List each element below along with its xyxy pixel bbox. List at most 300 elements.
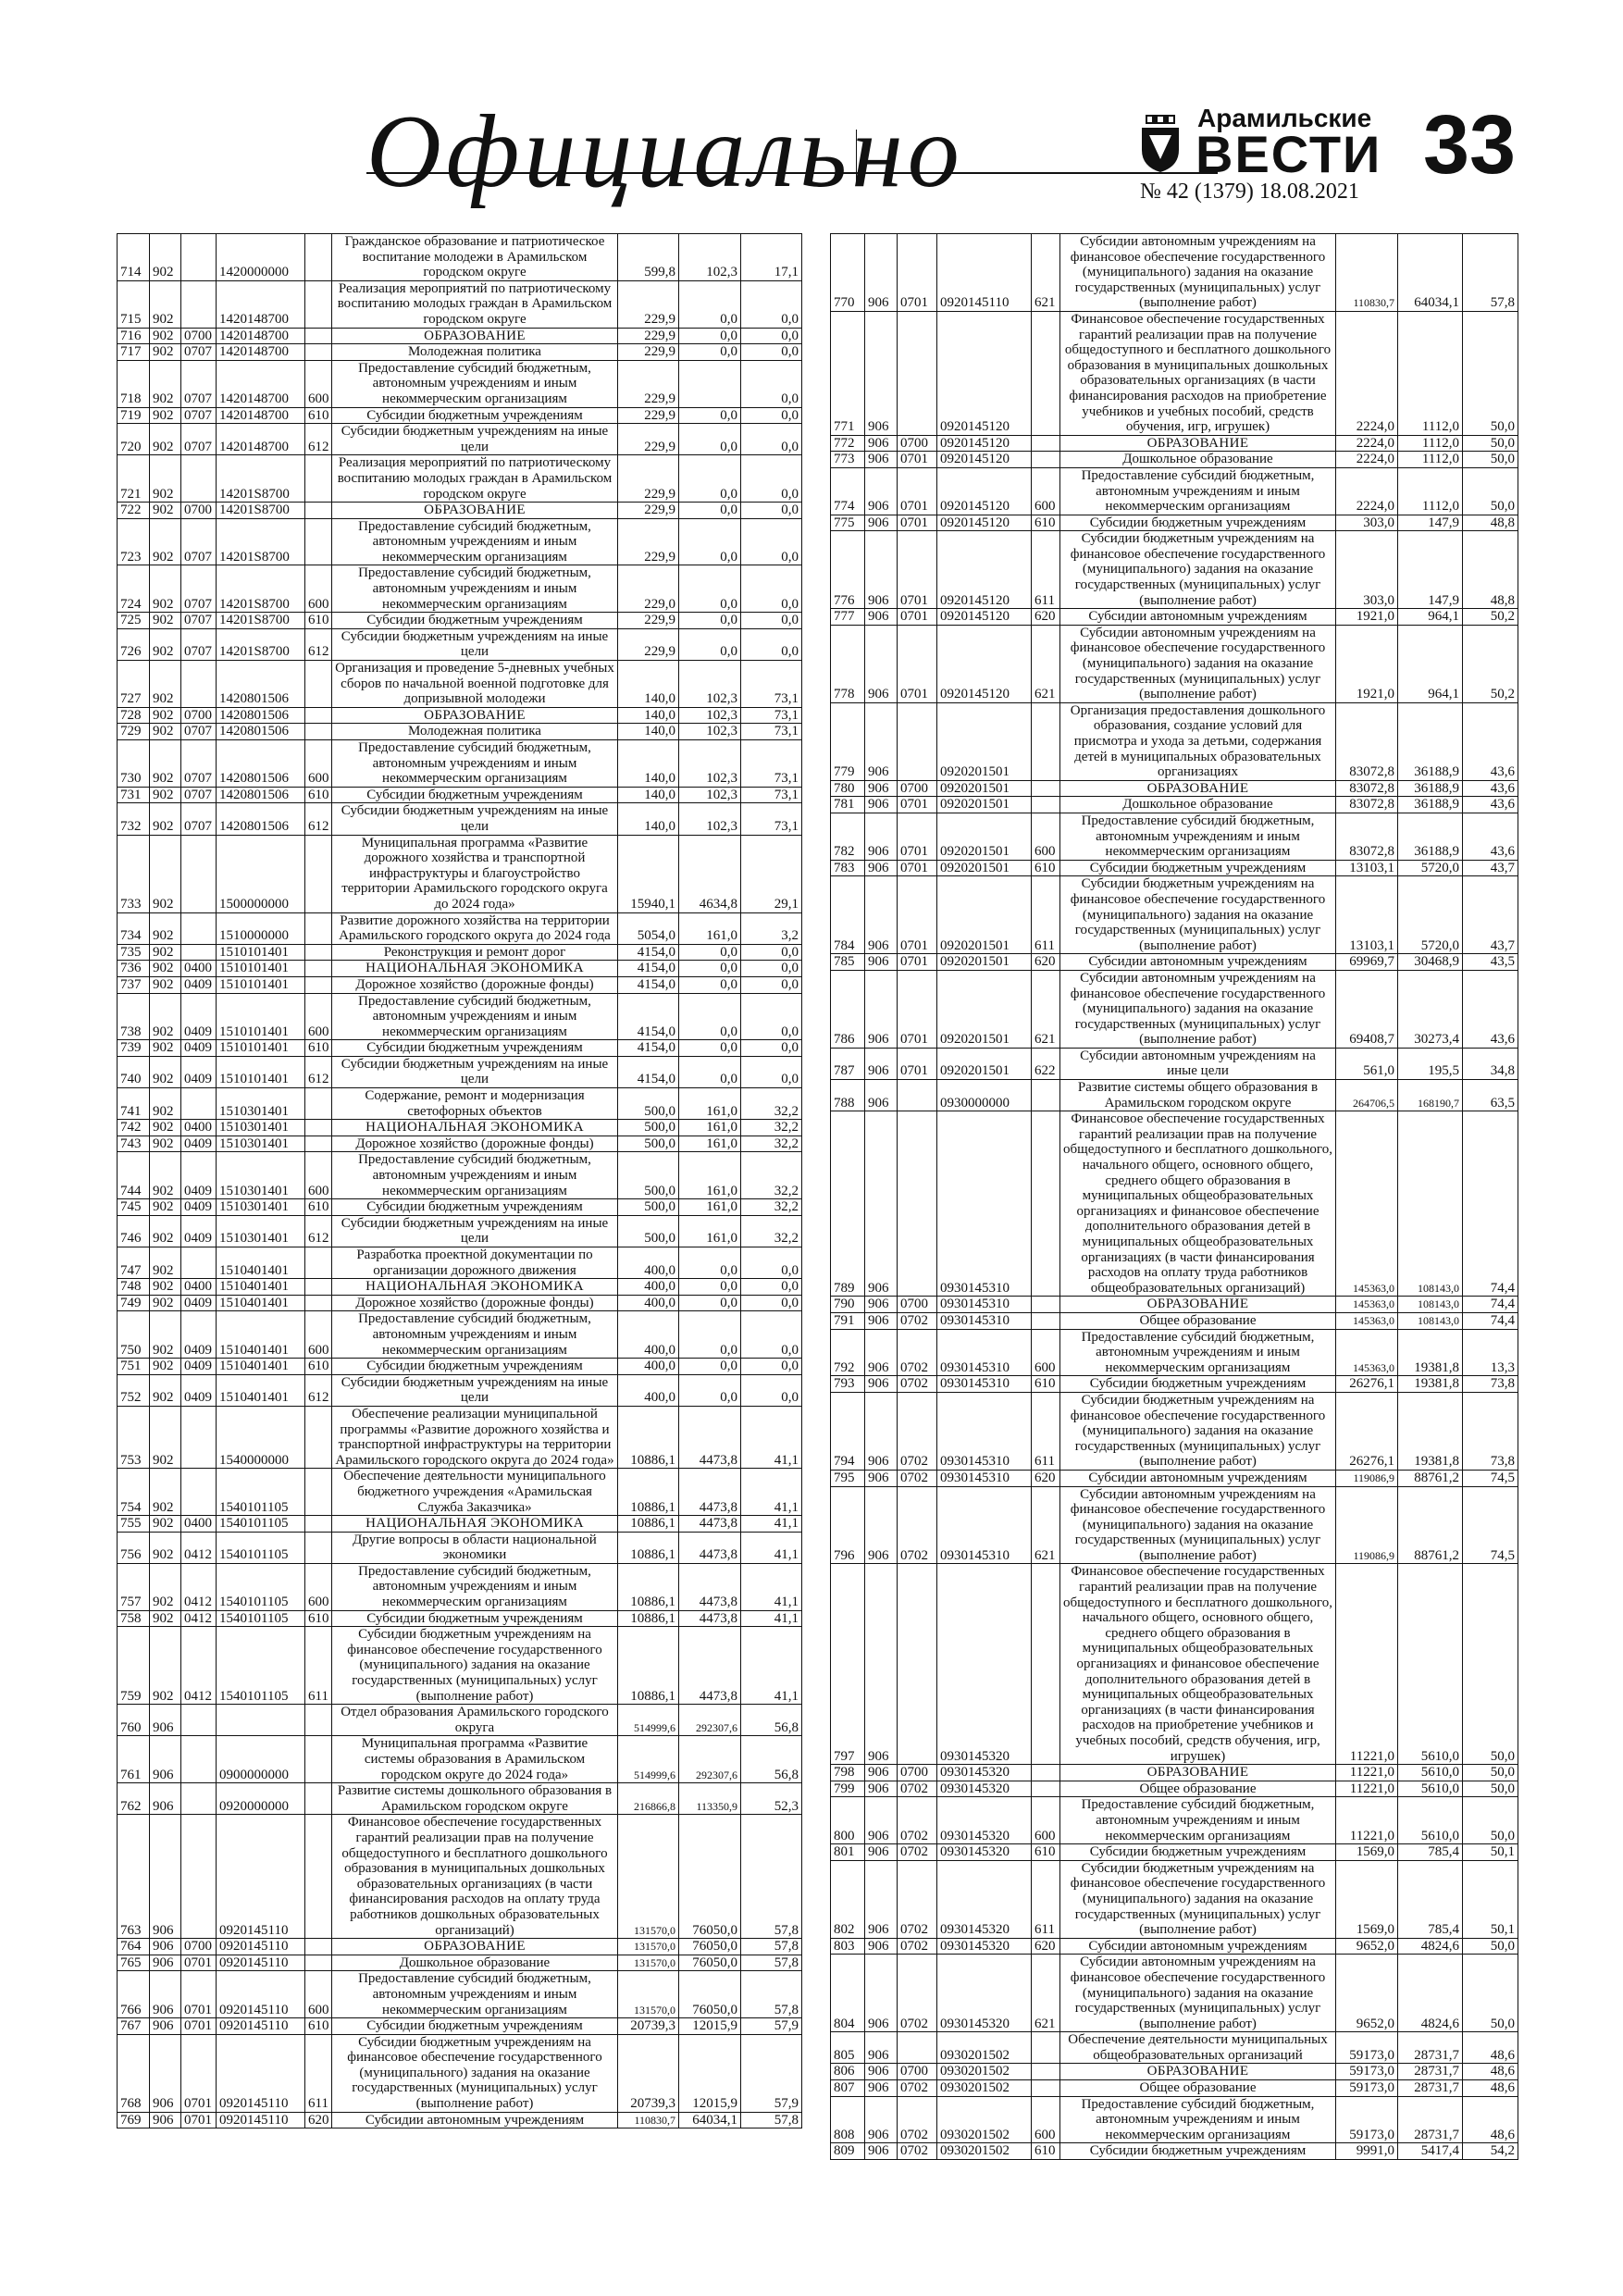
- table-row: [831, 435, 1518, 452]
- actual-amount: 4473,8: [679, 1532, 741, 1563]
- expense-type: [1032, 2080, 1060, 2097]
- item-name: Субсидии бюджетным учреждениям на финансовое обеспечение государственного (муниципального) задания на оказание государственных (муниципальных) услуг (выполнение работ): [1060, 876, 1336, 954]
- expense-type: [305, 1705, 332, 1736]
- percent: 41,1: [741, 1532, 802, 1563]
- percent: 52,3: [741, 1783, 802, 1815]
- item-name: Субсидии автономным учреждениям на финансовое обеспечение государственного (муниципального) задания на оказание государственных (муниципальных) услуг (выполнение работ): [1060, 234, 1336, 312]
- plan-amount: 131570,0: [618, 1971, 679, 2018]
- plan-amount: 1569,0: [1336, 1860, 1398, 1938]
- item-name: Молодежная политика: [332, 344, 618, 361]
- target-article: 0930145310: [937, 1470, 1032, 1486]
- plan-amount: 131570,0: [618, 1815, 679, 1939]
- row-number: 730: [118, 740, 150, 788]
- actual-amount: 4473,8: [679, 1469, 741, 1516]
- section-code: 0701: [898, 609, 937, 626]
- actual-amount: 64034,1: [1398, 234, 1463, 312]
- row-number: 775: [831, 515, 865, 531]
- plan-amount: 10886,1: [618, 1516, 679, 1533]
- percent: 0,0: [741, 1247, 802, 1279]
- plan-amount: 229,9: [618, 503, 679, 519]
- expense-type: [1032, 311, 1060, 435]
- section-code: 0409: [181, 1311, 217, 1359]
- table-row: [831, 1329, 1518, 1376]
- percent: 50,0: [1463, 1564, 1518, 1765]
- plan-amount: 500,0: [618, 1088, 679, 1120]
- table-row: [118, 1971, 802, 2018]
- expense-type: [305, 707, 332, 724]
- percent: 43,7: [1463, 860, 1518, 876]
- item-name: Предоставление субсидий бюджетным, автономным учреждениям и иным некоммерческим организациям: [332, 1311, 618, 1359]
- table-row: [831, 1297, 1518, 1313]
- section-code: 0702: [898, 1329, 937, 1376]
- item-name: Разработка проектной документации по организации дорожного движения: [332, 1247, 618, 1279]
- percent: 32,2: [741, 1120, 802, 1136]
- row-number: 752: [118, 1374, 150, 1406]
- expense-type: [1032, 1111, 1060, 1297]
- table-row: [118, 280, 802, 328]
- actual-amount: 0,0: [679, 328, 741, 344]
- plan-amount: 2224,0: [1336, 467, 1398, 515]
- table-row: [118, 1469, 802, 1516]
- table-row: [118, 803, 802, 835]
- expense-type: 610: [305, 787, 332, 803]
- actual-amount: 964,1: [1398, 609, 1463, 626]
- target-article: 1540101105: [217, 1610, 305, 1627]
- item-name: Отдел образования Арамильского городского округа: [332, 1705, 618, 1736]
- actual-amount: 12015,9: [679, 2018, 741, 2035]
- ministry-code: 906: [865, 1844, 898, 1861]
- table-row: [831, 2032, 1518, 2064]
- actual-amount: 102,3: [679, 740, 741, 788]
- row-number: 784: [831, 876, 865, 954]
- actual-amount: 5610,0: [1398, 1564, 1463, 1765]
- row-number: 731: [118, 787, 150, 803]
- section-code: 0707: [181, 628, 217, 660]
- plan-amount: 83072,8: [1336, 780, 1398, 797]
- percent: 0,0: [741, 628, 802, 660]
- actual-amount: 0,0: [679, 503, 741, 519]
- expense-type: [305, 944, 332, 961]
- section-code: 0701: [181, 2034, 217, 2112]
- item-name: НАЦИОНАЛЬНАЯ ЭКОНОМИКА: [332, 1279, 618, 1296]
- section-code: 0702: [898, 1486, 937, 1564]
- row-number: 782: [831, 813, 865, 860]
- ministry-code: 902: [150, 707, 181, 724]
- target-article: 0920145110: [217, 1955, 305, 1971]
- row-number: 758: [118, 1610, 150, 1627]
- ministry-code: 902: [150, 565, 181, 613]
- item-name: Развитие системы общего образования в Арамильском городском округе: [1060, 1080, 1336, 1111]
- ministry-code: 902: [150, 1469, 181, 1516]
- ministry-code: 902: [150, 1215, 181, 1247]
- target-article: 14201S8700: [217, 455, 305, 503]
- item-name: Субсидии бюджетным учреждениям: [332, 407, 618, 424]
- plan-amount: 229,9: [618, 613, 679, 629]
- item-name: НАЦИОНАЛЬНАЯ ЭКОНОМИКА: [332, 1516, 618, 1533]
- plan-amount: 264706,5: [1336, 1080, 1398, 1111]
- row-number: 770: [831, 234, 865, 312]
- row-number: 717: [118, 344, 150, 361]
- target-article: 0930145320: [937, 1860, 1032, 1938]
- section-code: 0702: [898, 1392, 937, 1470]
- expense-type: 600: [305, 1152, 332, 1199]
- ministry-code: 906: [865, 954, 898, 971]
- percent: 0,0: [741, 1359, 802, 1375]
- target-article: 0930145320: [937, 1938, 1032, 1955]
- target-article: 0920201501: [937, 1048, 1032, 1079]
- table-row: [118, 503, 802, 519]
- percent: 73,1: [741, 707, 802, 724]
- item-name: Финансовое обеспечение государственных гарантий реализации прав на получение общедоступного и бесплатного дошкольного образования в муниципальных дошкольных образовательных организациях (в части финансирования расходов на приобретение учебников и учебных пособий, средств обучения, игр, игрушек): [1060, 311, 1336, 435]
- ministry-code: 902: [150, 1627, 181, 1705]
- section-code: 0412: [181, 1627, 217, 1705]
- expense-type: 612: [305, 628, 332, 660]
- actual-amount: 5610,0: [1398, 1797, 1463, 1844]
- item-name: Общее образование: [1060, 2080, 1336, 2097]
- ministry-code: 906: [865, 860, 898, 876]
- actual-amount: 76050,0: [679, 1971, 741, 2018]
- target-article: 0920201501: [937, 954, 1032, 971]
- ministry-code: 902: [150, 1040, 181, 1057]
- plan-amount: 59173,0: [1336, 2064, 1398, 2080]
- section-code: 0707: [181, 518, 217, 565]
- expense-type: [305, 1120, 332, 1136]
- percent: 57,8: [741, 1955, 802, 1971]
- section-code: [181, 1247, 217, 1279]
- newspaper-logo: [1140, 104, 1382, 187]
- item-name: Общее образование: [1060, 1312, 1336, 1329]
- row-number: 799: [831, 1781, 865, 1797]
- expense-type: [305, 724, 332, 740]
- actual-amount: 0,0: [679, 424, 741, 455]
- plan-amount: 13103,1: [1336, 876, 1398, 954]
- percent: 32,2: [741, 1152, 802, 1199]
- expense-type: [305, 503, 332, 519]
- percent: 50,1: [1463, 1860, 1518, 1938]
- table-row: [118, 1088, 802, 1120]
- actual-amount: 108143,0: [1398, 1111, 1463, 1297]
- item-name: Обеспечение деятельности муниципального бюджетного учреждения «Арамильская Служба Заказчика»: [332, 1469, 618, 1516]
- table-row: [118, 1955, 802, 1971]
- percent: 56,8: [741, 1705, 802, 1736]
- ministry-code: 906: [865, 1048, 898, 1079]
- plan-amount: 69408,7: [1336, 970, 1398, 1048]
- section-code: 0702: [898, 1797, 937, 1844]
- ministry-code: 906: [865, 813, 898, 860]
- actual-amount: 28731,7: [1398, 2080, 1463, 2097]
- section-code: [181, 912, 217, 944]
- table-row: [831, 1376, 1518, 1393]
- ministry-code: 906: [865, 467, 898, 515]
- actual-amount: 1112,0: [1398, 452, 1463, 468]
- item-name: Предоставление субсидий бюджетным, автономным учреждениям и иным некоммерческим организациям: [1060, 1329, 1336, 1376]
- section-code: [181, 234, 217, 281]
- item-name: Предоставление субсидий бюджетным, автономным учреждениям и иным некоммерческим организациям: [332, 993, 618, 1040]
- target-article: 0930145320: [937, 1564, 1032, 1765]
- percent: 13,3: [1463, 1329, 1518, 1376]
- target-article: 1510000000: [217, 912, 305, 944]
- row-number: 798: [831, 1765, 865, 1781]
- table-row: [118, 944, 802, 961]
- item-name: Субсидии бюджетным учреждениям: [332, 1199, 618, 1216]
- plan-amount: 83072,8: [1336, 797, 1398, 813]
- percent: 54,2: [1463, 2143, 1518, 2160]
- section-code: 0409: [181, 1136, 217, 1152]
- target-article: 14201S8700: [217, 503, 305, 519]
- item-name: Субсидии автономным учреждениям: [1060, 609, 1336, 626]
- row-number: 727: [118, 661, 150, 708]
- actual-amount: 108143,0: [1398, 1297, 1463, 1313]
- row-number: 783: [831, 860, 865, 876]
- section-code: 0409: [181, 1359, 217, 1375]
- item-name: Субсидии автономным учреждениям на финансовое обеспечение государственного (муниципального) задания на оказание государственных (муниципальных) услуг (выполнение работ): [1060, 1955, 1336, 2032]
- actual-amount: 0,0: [679, 976, 741, 993]
- table-row: [118, 1736, 802, 1783]
- expense-type: [1032, 435, 1060, 452]
- target-article: 1510301401: [217, 1215, 305, 1247]
- logo-subtitle: Арамильские: [1197, 104, 1372, 132]
- plan-amount: 145363,0: [1336, 1329, 1398, 1376]
- expense-type: 621: [1032, 234, 1060, 312]
- row-number: 733: [118, 835, 150, 912]
- ministry-code: 902: [150, 1359, 181, 1375]
- item-name: Субсидии бюджетным учреждениям: [332, 1359, 618, 1375]
- ministry-code: 906: [865, 797, 898, 813]
- item-name: Субсидии бюджетным учреждениям: [1060, 860, 1336, 876]
- item-name: Субсидии бюджетным учреждениям: [1060, 1376, 1336, 1393]
- row-number: 759: [118, 1627, 150, 1705]
- item-name: Предоставление субсидий бюджетным, автономным учреждениям и иным некоммерческим организациям: [1060, 813, 1336, 860]
- section-code: 0701: [898, 797, 937, 813]
- section-code: 0400: [181, 1516, 217, 1533]
- actual-amount: 4634,8: [679, 835, 741, 912]
- ministry-code: 902: [150, 1247, 181, 1279]
- actual-amount: 5610,0: [1398, 1765, 1463, 1781]
- ministry-code: 902: [150, 518, 181, 565]
- ministry-code: 902: [150, 280, 181, 328]
- target-article: 0930201502: [937, 2064, 1032, 2080]
- section-code: 0700: [181, 707, 217, 724]
- expense-type: 620: [305, 2112, 332, 2128]
- section-code: [181, 1783, 217, 1815]
- table-row: [118, 2018, 802, 2035]
- item-name: Развитие дорожного хозяйства на территории Арамильского городского округа до 2024 года: [332, 912, 618, 944]
- table-row: [118, 1311, 802, 1359]
- expense-type: [305, 1516, 332, 1533]
- plan-amount: 229,9: [618, 328, 679, 344]
- plan-amount: 2224,0: [1336, 311, 1398, 435]
- row-number: 768: [118, 2034, 150, 2112]
- expense-type: [1032, 452, 1060, 468]
- section-code: 0701: [898, 467, 937, 515]
- plan-amount: 400,0: [618, 1359, 679, 1375]
- target-article: 0930145320: [937, 1844, 1032, 1861]
- actual-amount: 4473,8: [679, 1627, 741, 1705]
- item-name: Субсидии бюджетным учреждениям: [332, 1610, 618, 1627]
- table-row: [831, 1470, 1518, 1486]
- plan-amount: 11221,0: [1336, 1781, 1398, 1797]
- section-code: 0707: [181, 787, 217, 803]
- expense-type: 610: [1032, 2143, 1060, 2160]
- item-name: Предоставление субсидий бюджетным, автономным учреждениям и иным некоммерческим организациям: [332, 1563, 618, 1610]
- actual-amount: 161,0: [679, 1152, 741, 1199]
- percent: 0,0: [741, 993, 802, 1040]
- percent: 50,0: [1463, 1765, 1518, 1781]
- ministry-code: 902: [150, 1295, 181, 1311]
- row-number: 763: [118, 1815, 150, 1939]
- item-name: Муниципальная программа «Развитие дорожного хозяйства и транспортной инфраструктуры и благоустройство территории Арамильского городского округа до 2024 года»: [332, 835, 618, 912]
- target-article: 0920145120: [937, 625, 1032, 702]
- table-row: [831, 467, 1518, 515]
- section-code: 0707: [181, 724, 217, 740]
- expense-type: [305, 344, 332, 361]
- table-row: [831, 625, 1518, 702]
- ministry-code: 906: [150, 1736, 181, 1783]
- percent: 0,0: [741, 344, 802, 361]
- plan-amount: 400,0: [618, 1279, 679, 1296]
- expense-type: [1032, 1312, 1060, 1329]
- section-code: 0400: [181, 961, 217, 977]
- target-article: 0930201502: [937, 2080, 1032, 2097]
- table-row: [118, 1815, 802, 1939]
- row-number: 751: [118, 1359, 150, 1375]
- row-number: 722: [118, 503, 150, 519]
- target-article: 1420148700: [217, 360, 305, 407]
- expense-type: [305, 1469, 332, 1516]
- item-name: Молодежная политика: [332, 724, 618, 740]
- expense-type: 600: [1032, 1329, 1060, 1376]
- plan-amount: 229,0: [618, 565, 679, 613]
- item-name: Субсидии автономным учреждениям: [1060, 1470, 1336, 1486]
- plan-amount: 1569,0: [1336, 1844, 1398, 1861]
- plan-amount: 10886,1: [618, 1563, 679, 1610]
- expense-type: 600: [305, 1971, 332, 2018]
- target-article: [217, 1705, 305, 1736]
- ministry-code: 906: [150, 2034, 181, 2112]
- expense-type: [305, 1406, 332, 1468]
- plan-amount: 500,0: [618, 1152, 679, 1199]
- table-row: [831, 1781, 1518, 1797]
- coat-of-arms-icon: [1140, 115, 1181, 172]
- row-number: 774: [831, 467, 865, 515]
- percent: 57,8: [741, 1939, 802, 1955]
- expense-type: [305, 1136, 332, 1152]
- table-row: [118, 1627, 802, 1705]
- section-code: 0700: [181, 328, 217, 344]
- row-number: 716: [118, 328, 150, 344]
- row-number: 723: [118, 518, 150, 565]
- plan-amount: 303,0: [1336, 515, 1398, 531]
- table-row: [831, 2143, 1518, 2160]
- ministry-code: 906: [865, 2032, 898, 2064]
- section-code: [898, 702, 937, 780]
- percent: 56,8: [741, 1736, 802, 1783]
- percent: 0,0: [741, 1056, 802, 1087]
- target-article: 0920145120: [937, 467, 1032, 515]
- expense-type: [1032, 1080, 1060, 1111]
- target-article: 1540101105: [217, 1532, 305, 1563]
- target-article: 0930145320: [937, 1781, 1032, 1797]
- row-number: 735: [118, 944, 150, 961]
- target-article: 1510401401: [217, 1359, 305, 1375]
- actual-amount: 76050,0: [679, 1939, 741, 1955]
- ministry-code: 906: [865, 1080, 898, 1111]
- item-name: Субсидии бюджетным учреждениям: [332, 787, 618, 803]
- table-row: [831, 702, 1518, 780]
- table-row: [831, 311, 1518, 435]
- percent: 0,0: [741, 1279, 802, 1296]
- plan-amount: 119086,9: [1336, 1470, 1398, 1486]
- expense-type: 611: [305, 1627, 332, 1705]
- expense-type: 611: [1032, 531, 1060, 609]
- table-row: [831, 2096, 1518, 2143]
- table-row: [831, 1860, 1518, 1938]
- row-number: 793: [831, 1376, 865, 1393]
- table-row: [118, 740, 802, 788]
- table-row: [118, 613, 802, 629]
- row-number: 748: [118, 1279, 150, 1296]
- item-name: ОБРАЗОВАНИЕ: [1060, 435, 1336, 452]
- table-row: [831, 780, 1518, 797]
- target-article: 0920145110: [217, 1815, 305, 1939]
- target-article: 0920145120: [937, 531, 1032, 609]
- row-number: 750: [118, 1311, 150, 1359]
- expense-type: 620: [1032, 609, 1060, 626]
- percent: 0,0: [741, 455, 802, 503]
- section-code: 0701: [181, 1955, 217, 1971]
- expense-type: 610: [305, 1199, 332, 1216]
- plan-amount: 145363,0: [1336, 1297, 1398, 1313]
- row-number: 781: [831, 797, 865, 813]
- actual-amount: 4824,6: [1398, 1955, 1463, 2032]
- plan-amount: 229,9: [618, 280, 679, 328]
- percent: 43,5: [1463, 954, 1518, 971]
- percent: 48,8: [1463, 515, 1518, 531]
- plan-amount: 110830,7: [618, 2112, 679, 2128]
- ministry-code: 906: [865, 2096, 898, 2143]
- plan-amount: 229,9: [618, 518, 679, 565]
- item-name: Субсидии автономным учреждениям: [1060, 954, 1336, 971]
- actual-amount: 0,0: [679, 455, 741, 503]
- section-code: 0701: [898, 234, 937, 312]
- expense-type: 600: [1032, 1797, 1060, 1844]
- ministry-code: 906: [865, 531, 898, 609]
- percent: 43,6: [1463, 780, 1518, 797]
- item-name: Финансовое обеспечение государственных гарантий реализации прав на получение общедоступного и бесплатного дошкольного образования в муниципальных дошкольных образовательных организациях (в части финансирования расходов на оплату труда работников дошкольных образовательных организаций): [332, 1815, 618, 1939]
- plan-amount: 400,0: [618, 1247, 679, 1279]
- row-number: 806: [831, 2064, 865, 2080]
- row-number: 766: [118, 1971, 150, 2018]
- actual-amount: 108143,0: [1398, 1312, 1463, 1329]
- plan-amount: 11221,0: [1336, 1564, 1398, 1765]
- target-article: 0930000000: [937, 1080, 1032, 1111]
- percent: 73,8: [1463, 1376, 1518, 1393]
- item-name: ОБРАЗОВАНИЕ: [1060, 2064, 1336, 2080]
- ministry-code: 906: [865, 1797, 898, 1844]
- table-row: [118, 1783, 802, 1815]
- table-row: [118, 628, 802, 660]
- actual-amount: 102,3: [679, 724, 741, 740]
- percent: 50,1: [1463, 1844, 1518, 1861]
- percent: 74,4: [1463, 1111, 1518, 1297]
- row-number: 791: [831, 1312, 865, 1329]
- ministry-code: 906: [150, 1971, 181, 2018]
- actual-amount: 161,0: [679, 912, 741, 944]
- plan-amount: 400,0: [618, 1295, 679, 1311]
- expense-type: [1032, 1297, 1060, 1313]
- plan-amount: 9991,0: [1336, 2143, 1398, 2160]
- row-number: 743: [118, 1136, 150, 1152]
